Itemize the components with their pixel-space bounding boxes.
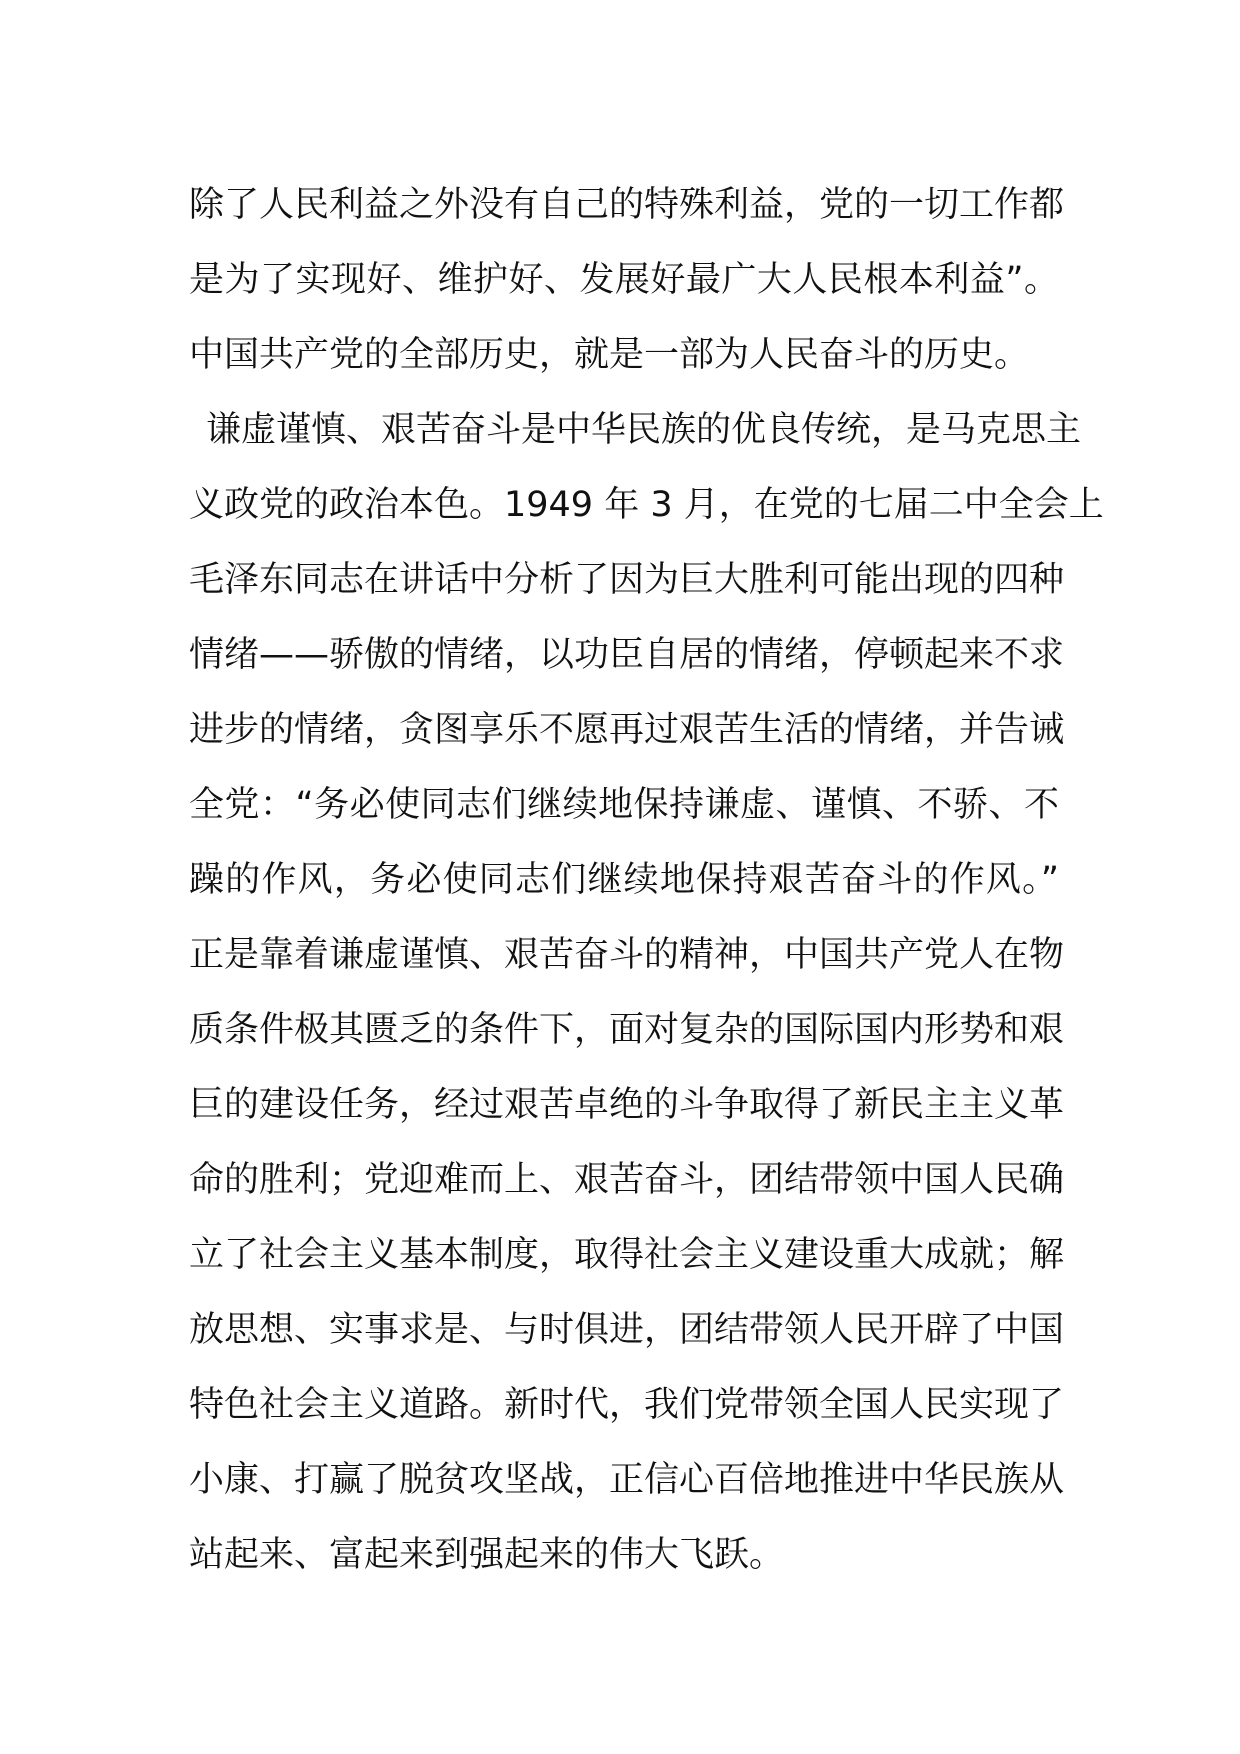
text-line: 是为了实现好、维护好、发展好最广大人民根本利益”。 bbox=[189, 260, 1059, 300]
text-line: 全党：“务必使同志们继续地保持谦虚、谨慎、不骄、不 bbox=[189, 785, 1059, 825]
text-line: 毛泽东同志在讲话中分析了因为巨大胜利可能出现的四种 bbox=[189, 560, 1065, 600]
text-line: 谦虚谨慎、艰苦奋斗是中华民族的优良传统，是马克思主 bbox=[206, 410, 1082, 450]
text-line: 质条件极其匮乏的条件下，面对复杂的国际国内形势和艰 bbox=[189, 1010, 1065, 1050]
text-line: 躁的作风，务必使同志们继续地保持艰苦奋斗的作风。” bbox=[189, 860, 1059, 900]
text-line: 巨的建设任务，经过艰苦卓绝的斗争取得了新民主主义革 bbox=[189, 1085, 1065, 1125]
text-line: 命的胜利；党迎难而上、艰苦奋斗，团结带领中国人民确 bbox=[189, 1160, 1065, 1200]
body-text bbox=[189, 168, 1104, 1593]
paragraph-2 bbox=[189, 393, 1104, 1593]
text-line: 除了人民利益之外没有自己的特殊利益，党的一切工作都 bbox=[189, 185, 1065, 225]
text-line: 特色社会主义道路。新时代，我们党带领全国人民实现了 bbox=[189, 1385, 1065, 1425]
text-line: 中国共产党的全部历史，就是一部为人民奋斗的历史。 bbox=[189, 335, 1030, 375]
text-line: 放思想、实事求是、与时俱进，团结带领人民开辟了中国 bbox=[189, 1310, 1065, 1350]
text-line: 进步的情绪，贪图享乐不愿再过艰苦生活的情绪，并告诫 bbox=[189, 710, 1065, 750]
text-line: 站起来、富起来到强起来的伟大飞跃。 bbox=[189, 1535, 785, 1575]
text-line: 正是靠着谦虚谨慎、艰苦奋斗的精神，中国共产党人在物 bbox=[189, 935, 1065, 975]
text-line: 立了社会主义基本制度，取得社会主义建设重大成就；解 bbox=[189, 1235, 1065, 1275]
text-line: 义政党的政治本色。1949 年 3 月，在党的七届二中全会上 bbox=[189, 485, 1104, 525]
text-line: 情绪——骄傲的情绪，以功臣自居的情绪，停顿起来不求 bbox=[189, 635, 1065, 675]
text-line: 小康、打赢了脱贫攻坚战，正信心百倍地推进中华民族从 bbox=[189, 1460, 1065, 1500]
paragraph-1 bbox=[189, 168, 1065, 393]
